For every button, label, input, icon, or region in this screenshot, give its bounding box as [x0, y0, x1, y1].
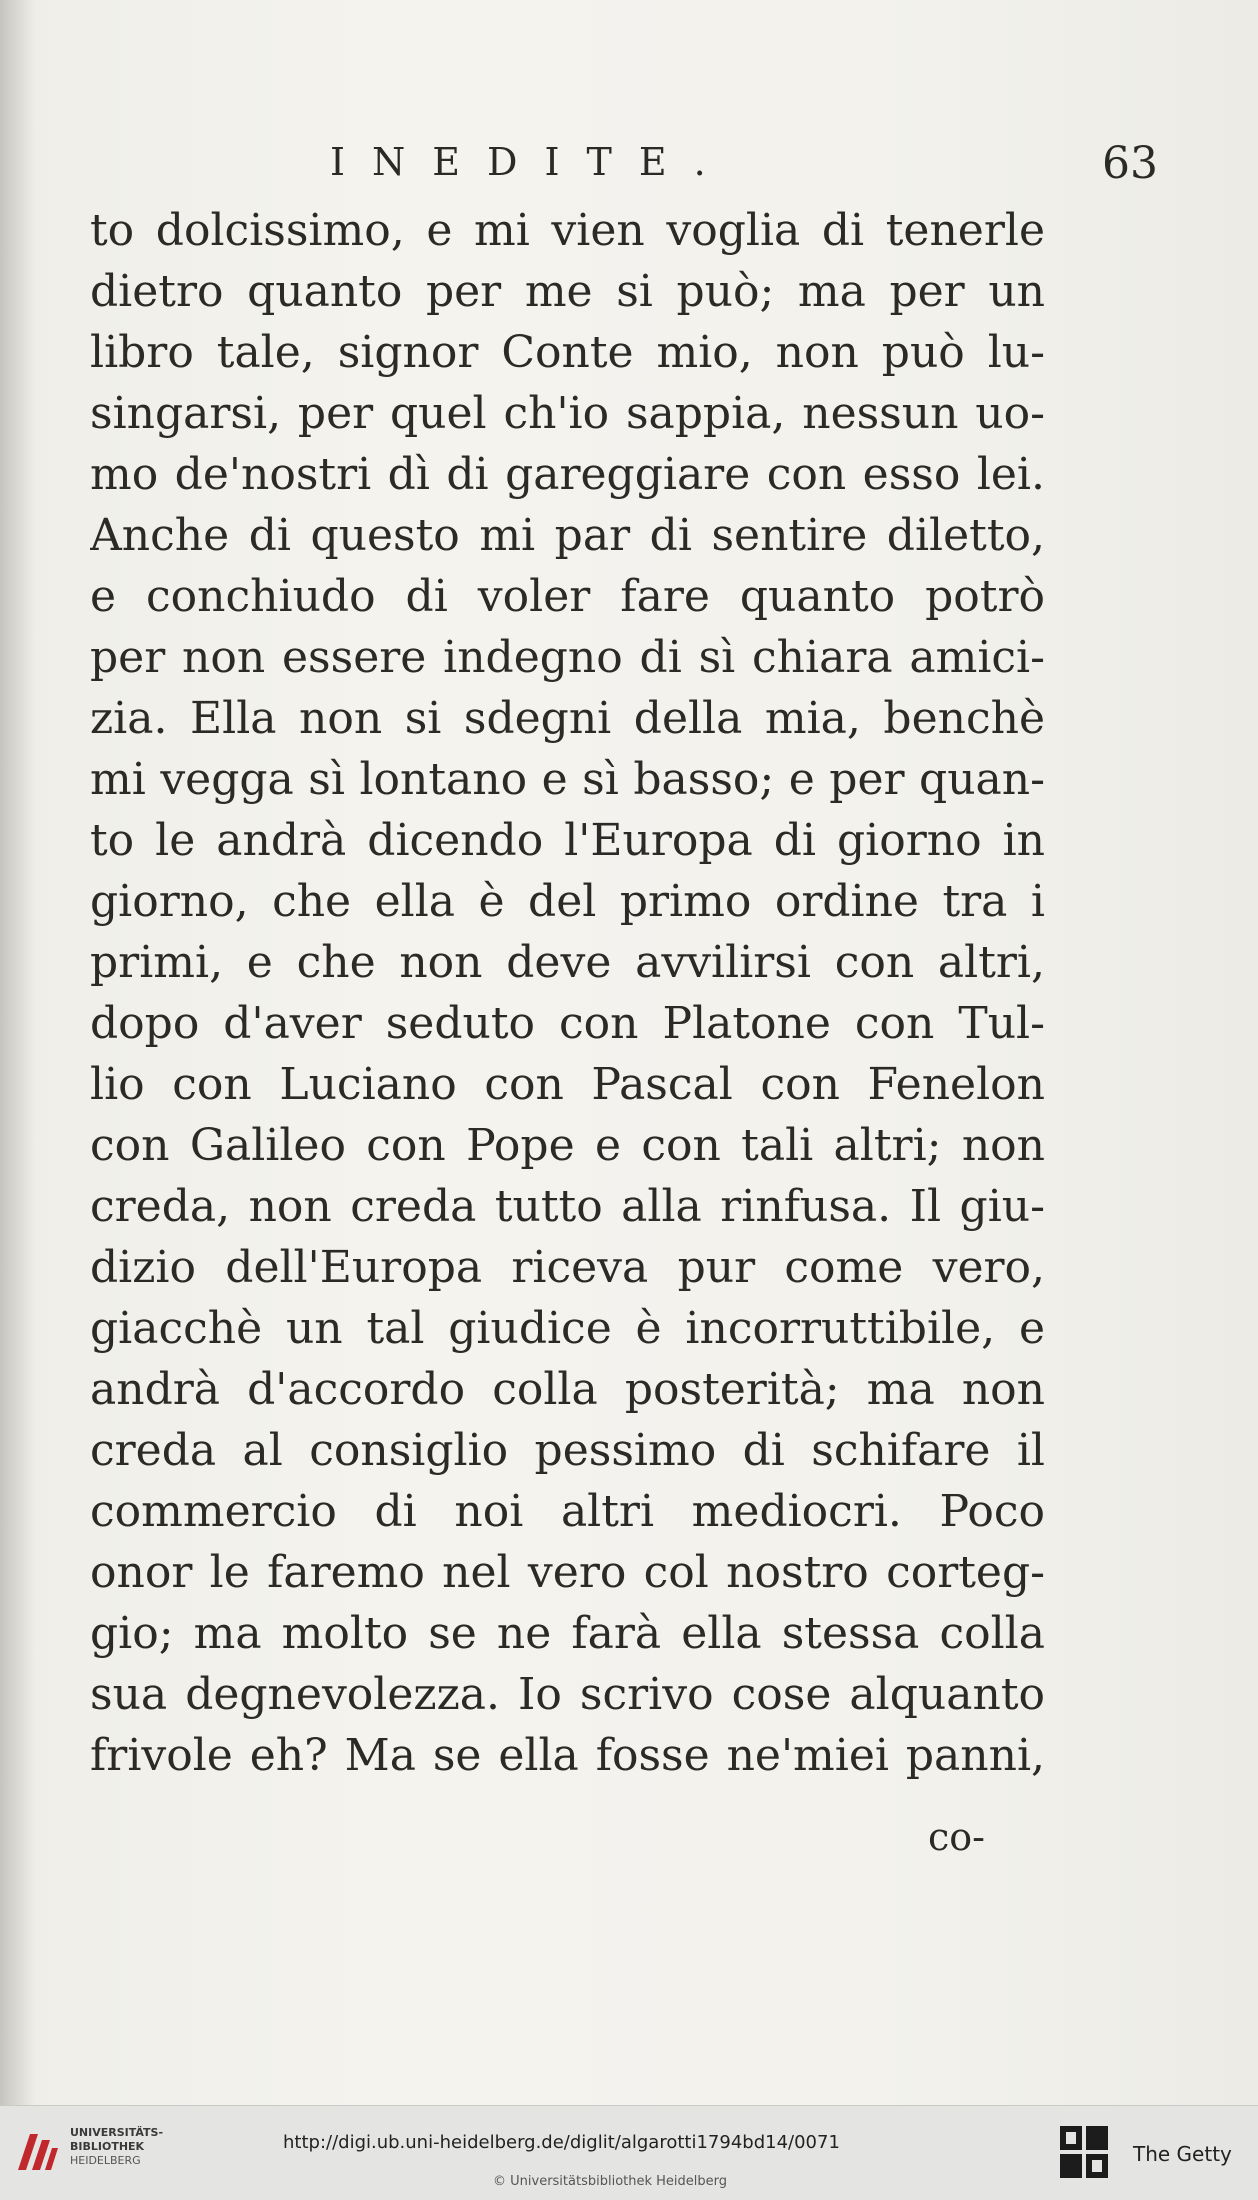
- text-line: Anche di questo mi par di sentire diletto,: [90, 510, 1045, 561]
- text-line: creda al consiglio pessimo di schifare il: [90, 1425, 1045, 1476]
- text-line: to dolcissimo, e mi vien voglia di tenerle: [90, 205, 1045, 256]
- text-line: andrà d'accordo colla posterità; ma non: [90, 1364, 1045, 1415]
- text-line: singarsi, per quel ch'io sappia, nessun uo-: [90, 388, 1045, 439]
- spine-shadow: [0, 0, 36, 2105]
- text-line: con Galileo con Pope e con tali altri; non: [90, 1120, 1045, 1171]
- viewer-footer: [0, 2105, 1258, 2200]
- library-name-line: HEIDELBERG: [70, 2154, 141, 2167]
- text-line: frivole eh? Ma se ella fosse ne'miei panni,: [90, 1730, 1045, 1781]
- permalink-url[interactable]: http://digi.ub.uni-heidelberg.de/diglit/algarotti1794bd14/0071: [283, 2132, 840, 2153]
- running-head: INEDITE.: [330, 140, 733, 184]
- getty-logo-icon[interactable]: [1058, 2124, 1110, 2180]
- library-name-line: UNIVERSITÄTS-: [70, 2126, 164, 2139]
- text-line: e conchiudo di voler fare quanto potrò: [90, 571, 1045, 622]
- body-text: [90, 200, 1045, 1786]
- copyright-notice: © Universitätsbibliothek Heidelberg: [493, 2174, 728, 2189]
- page-number: 63: [1102, 138, 1158, 189]
- text-line: creda, non creda tutto alla rinfusa. Il giu-: [90, 1181, 1045, 1232]
- ub-heidelberg-logo-icon[interactable]: [12, 2124, 62, 2178]
- text-line: primi, e che non deve avvilirsi con altri,: [90, 937, 1045, 988]
- text-line: mi vegga sì lontano e sì basso; e per quan-: [90, 754, 1045, 805]
- page-header: [330, 138, 1158, 200]
- text-line: giacchè un tal giudice è incorruttibile, e: [90, 1303, 1045, 1354]
- text-line: mo de'nostri dì di gareggiare con esso lei.: [90, 449, 1045, 500]
- getty-label: The Getty: [1133, 2142, 1232, 2166]
- text-line: per non essere indegno di sì chiara amici-: [90, 632, 1045, 683]
- text-line: commercio di noi altri mediocri. Poco: [90, 1486, 1045, 1537]
- text-line: dizio dell'Europa riceva pur come vero,: [90, 1242, 1045, 1293]
- catchword: co-: [928, 1815, 985, 1859]
- text-line: lio con Luciano con Pascal con Fenelon: [90, 1059, 1045, 1110]
- text-line: onor le faremo nel vero col nostro corteg-: [90, 1547, 1045, 1598]
- library-name: [70, 2126, 163, 2168]
- library-name-line: BIBLIOTHEK: [70, 2140, 145, 2153]
- text-line: zia. Ella non si sdegni della mia, benchè: [90, 693, 1045, 744]
- text-line: gio; ma molto se ne farà ella stessa colla: [90, 1608, 1045, 1659]
- text-line: giorno, che ella è del primo ordine tra i: [90, 876, 1045, 927]
- text-line: dietro quanto per me si può; ma per un: [90, 266, 1045, 317]
- text-line: libro tale, signor Conte mio, non può lu-: [90, 327, 1045, 378]
- text-line: dopo d'aver seduto con Platone con Tul-: [90, 998, 1045, 1049]
- text-line: to le andrà dicendo l'Europa di giorno in: [90, 815, 1045, 866]
- text-line: sua degnevolezza. Io scrivo cose alquanto: [90, 1669, 1045, 1720]
